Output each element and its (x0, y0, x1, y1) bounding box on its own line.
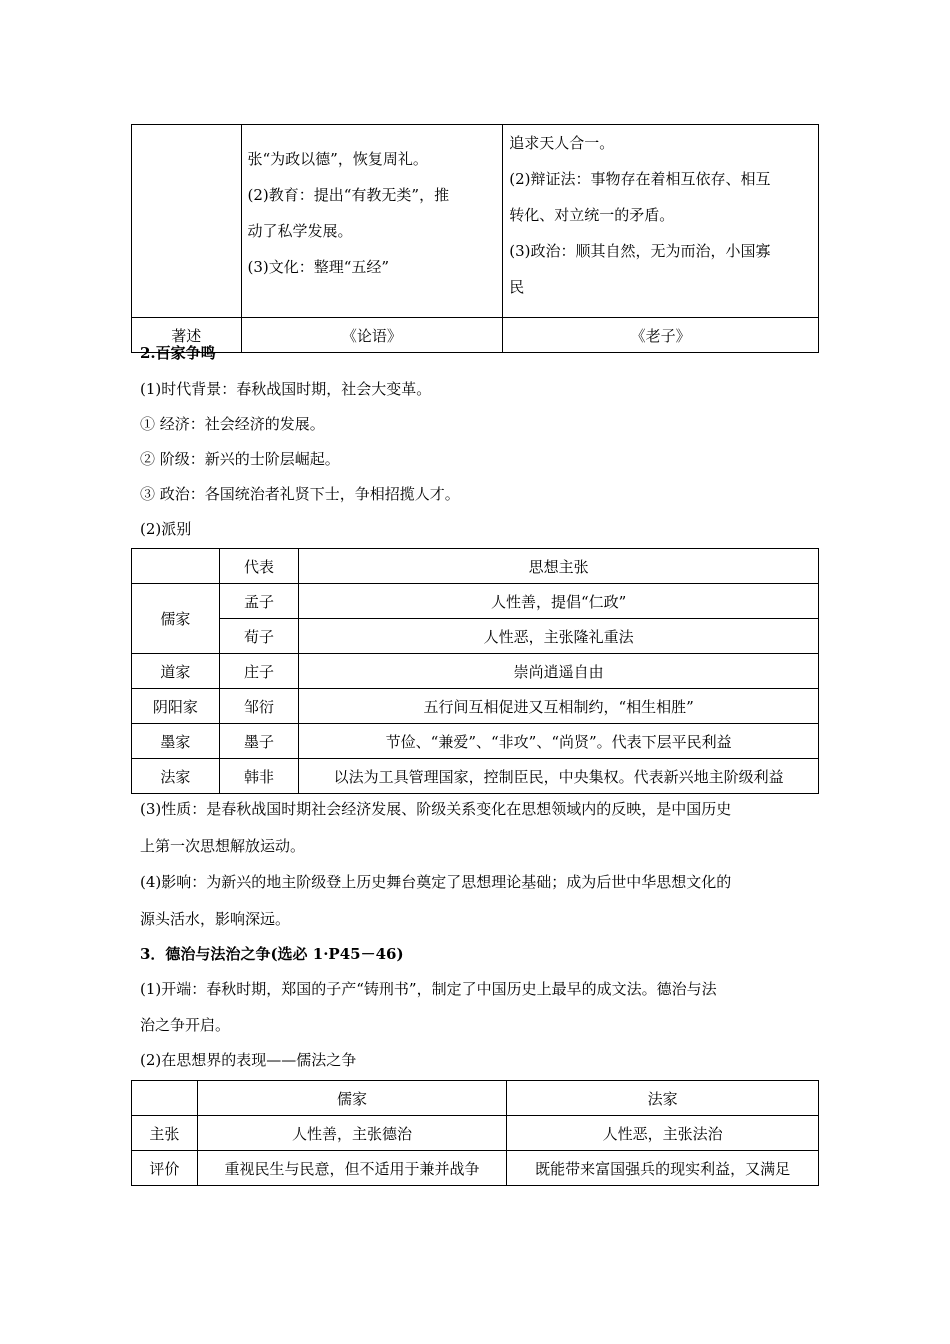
schools-table (131, 548, 819, 794)
table-cell (503, 125, 819, 318)
laozi-line: 民 (509, 278, 525, 296)
school-name: 法家 (132, 759, 220, 794)
representative: 墨子 (219, 724, 299, 759)
school-name: 儒家 (132, 584, 220, 654)
table-row (132, 125, 819, 318)
representative: 韩非 (219, 759, 299, 794)
representative: 邹衍 (219, 689, 299, 724)
paragraph: 上第一次思想解放运动。 (140, 837, 306, 855)
table-row (132, 759, 819, 794)
table-row (132, 1081, 819, 1116)
works-confucius: 《论语》 (241, 318, 503, 353)
table-cell (132, 1081, 198, 1116)
idea: 以法为工具管理国家，控制臣民，中央集权。代表新兴地主阶级利益 (299, 759, 819, 794)
laozi-line: (2)辩证法：事物存在着相互依存、相互 (509, 170, 771, 188)
paragraph: (3)性质：是春秋战国时期社会经济发展、阶级关系变化在思想领域内的反映，是中国历史 (140, 800, 732, 818)
table-row (132, 1116, 819, 1151)
header-ru: 儒家 (197, 1081, 507, 1116)
header-fa: 法家 (507, 1081, 819, 1116)
table-row (132, 318, 819, 353)
paragraph: 源头活水，影响深远。 (140, 910, 291, 928)
header-idea: 思想主张 (299, 549, 819, 584)
eval-ru: 重视民生与民意，但不适用于兼并战争 (197, 1151, 507, 1186)
table-cell (132, 125, 242, 318)
claim-fa: 人性恶，主张法治 (507, 1116, 819, 1151)
confucius-laozi-table (131, 124, 819, 353)
works-label: 著述 (132, 318, 242, 353)
row-label: 评价 (132, 1151, 198, 1186)
paragraph: 治之争开启。 (140, 1016, 231, 1034)
paragraph: (2)在思想界的表现——儒法之争 (140, 1051, 357, 1069)
claim-ru: 人性善，主张德治 (197, 1116, 507, 1151)
paragraph: (1)开端：春秋时期，郑国的子产“铸刑书”，制定了中国历史上最早的成文法。德治与法 (140, 980, 717, 998)
confucius-line: (2)教育：提出“有教无类”，推 (247, 186, 450, 204)
section-heading: 2.百家争鸣 (140, 344, 216, 362)
eval-fa: 既能带来富国强兵的现实利益，又满足 (507, 1151, 819, 1186)
laozi-line: (3)政治：顺其自然，无为而治，小国寡 (509, 242, 771, 260)
confucius-line: (3)文化：整理“五经” (247, 258, 390, 276)
school-name: 阴阳家 (132, 689, 220, 724)
idea: 崇尚逍遥自由 (299, 654, 819, 689)
idea: 节俭、“兼爱”、“非攻”、“尚贤”。代表下层平民利益 (299, 724, 819, 759)
confucius-line: 张“为政以德”，恢复周礼。 (247, 150, 428, 168)
school-name: 墨家 (132, 724, 220, 759)
representative: 荀子 (219, 619, 299, 654)
paragraph: (1)时代背景：春秋战国时期，社会大变革。 (140, 380, 432, 398)
section-heading: 3．德治与法治之争(选必 1·P45－46) (140, 945, 404, 963)
table-row (132, 654, 819, 689)
paragraph: (4)影响：为新兴的地主阶级登上历史舞台奠定了思想理论基础；成为后世中华思想文化的 (140, 873, 732, 891)
table-row (132, 619, 819, 654)
confucian-legalist-table (131, 1080, 819, 1186)
representative: 庄子 (219, 654, 299, 689)
works-laozi: 《老子》 (503, 318, 819, 353)
list-item: ③ 政治：各国统治者礼贤下士，争相招揽人才。 (140, 485, 460, 503)
table-cell (132, 549, 220, 584)
list-item: ① 经济：社会经济的发展。 (140, 415, 325, 433)
paragraph: (2)派别 (140, 520, 192, 538)
table-row (132, 584, 819, 619)
table-row (132, 724, 819, 759)
laozi-line: 追求天人合一。 (509, 134, 615, 152)
laozi-line: 转化、对立统一的矛盾。 (509, 206, 675, 224)
table-row (132, 1151, 819, 1186)
row-label: 主张 (132, 1116, 198, 1151)
confucius-line: 动了私学发展。 (247, 222, 353, 240)
representative: 孟子 (219, 584, 299, 619)
table-row (132, 549, 819, 584)
idea: 人性恶，主张隆礼重法 (299, 619, 819, 654)
school-name: 道家 (132, 654, 220, 689)
idea: 人性善，提倡“仁政” (299, 584, 819, 619)
table-row (132, 689, 819, 724)
header-rep: 代表 (219, 549, 299, 584)
table-cell (241, 125, 503, 318)
list-item: ② 阶级：新兴的士阶层崛起。 (140, 450, 340, 468)
idea: 五行间互相促进又互相制约，“相生相胜” (299, 689, 819, 724)
